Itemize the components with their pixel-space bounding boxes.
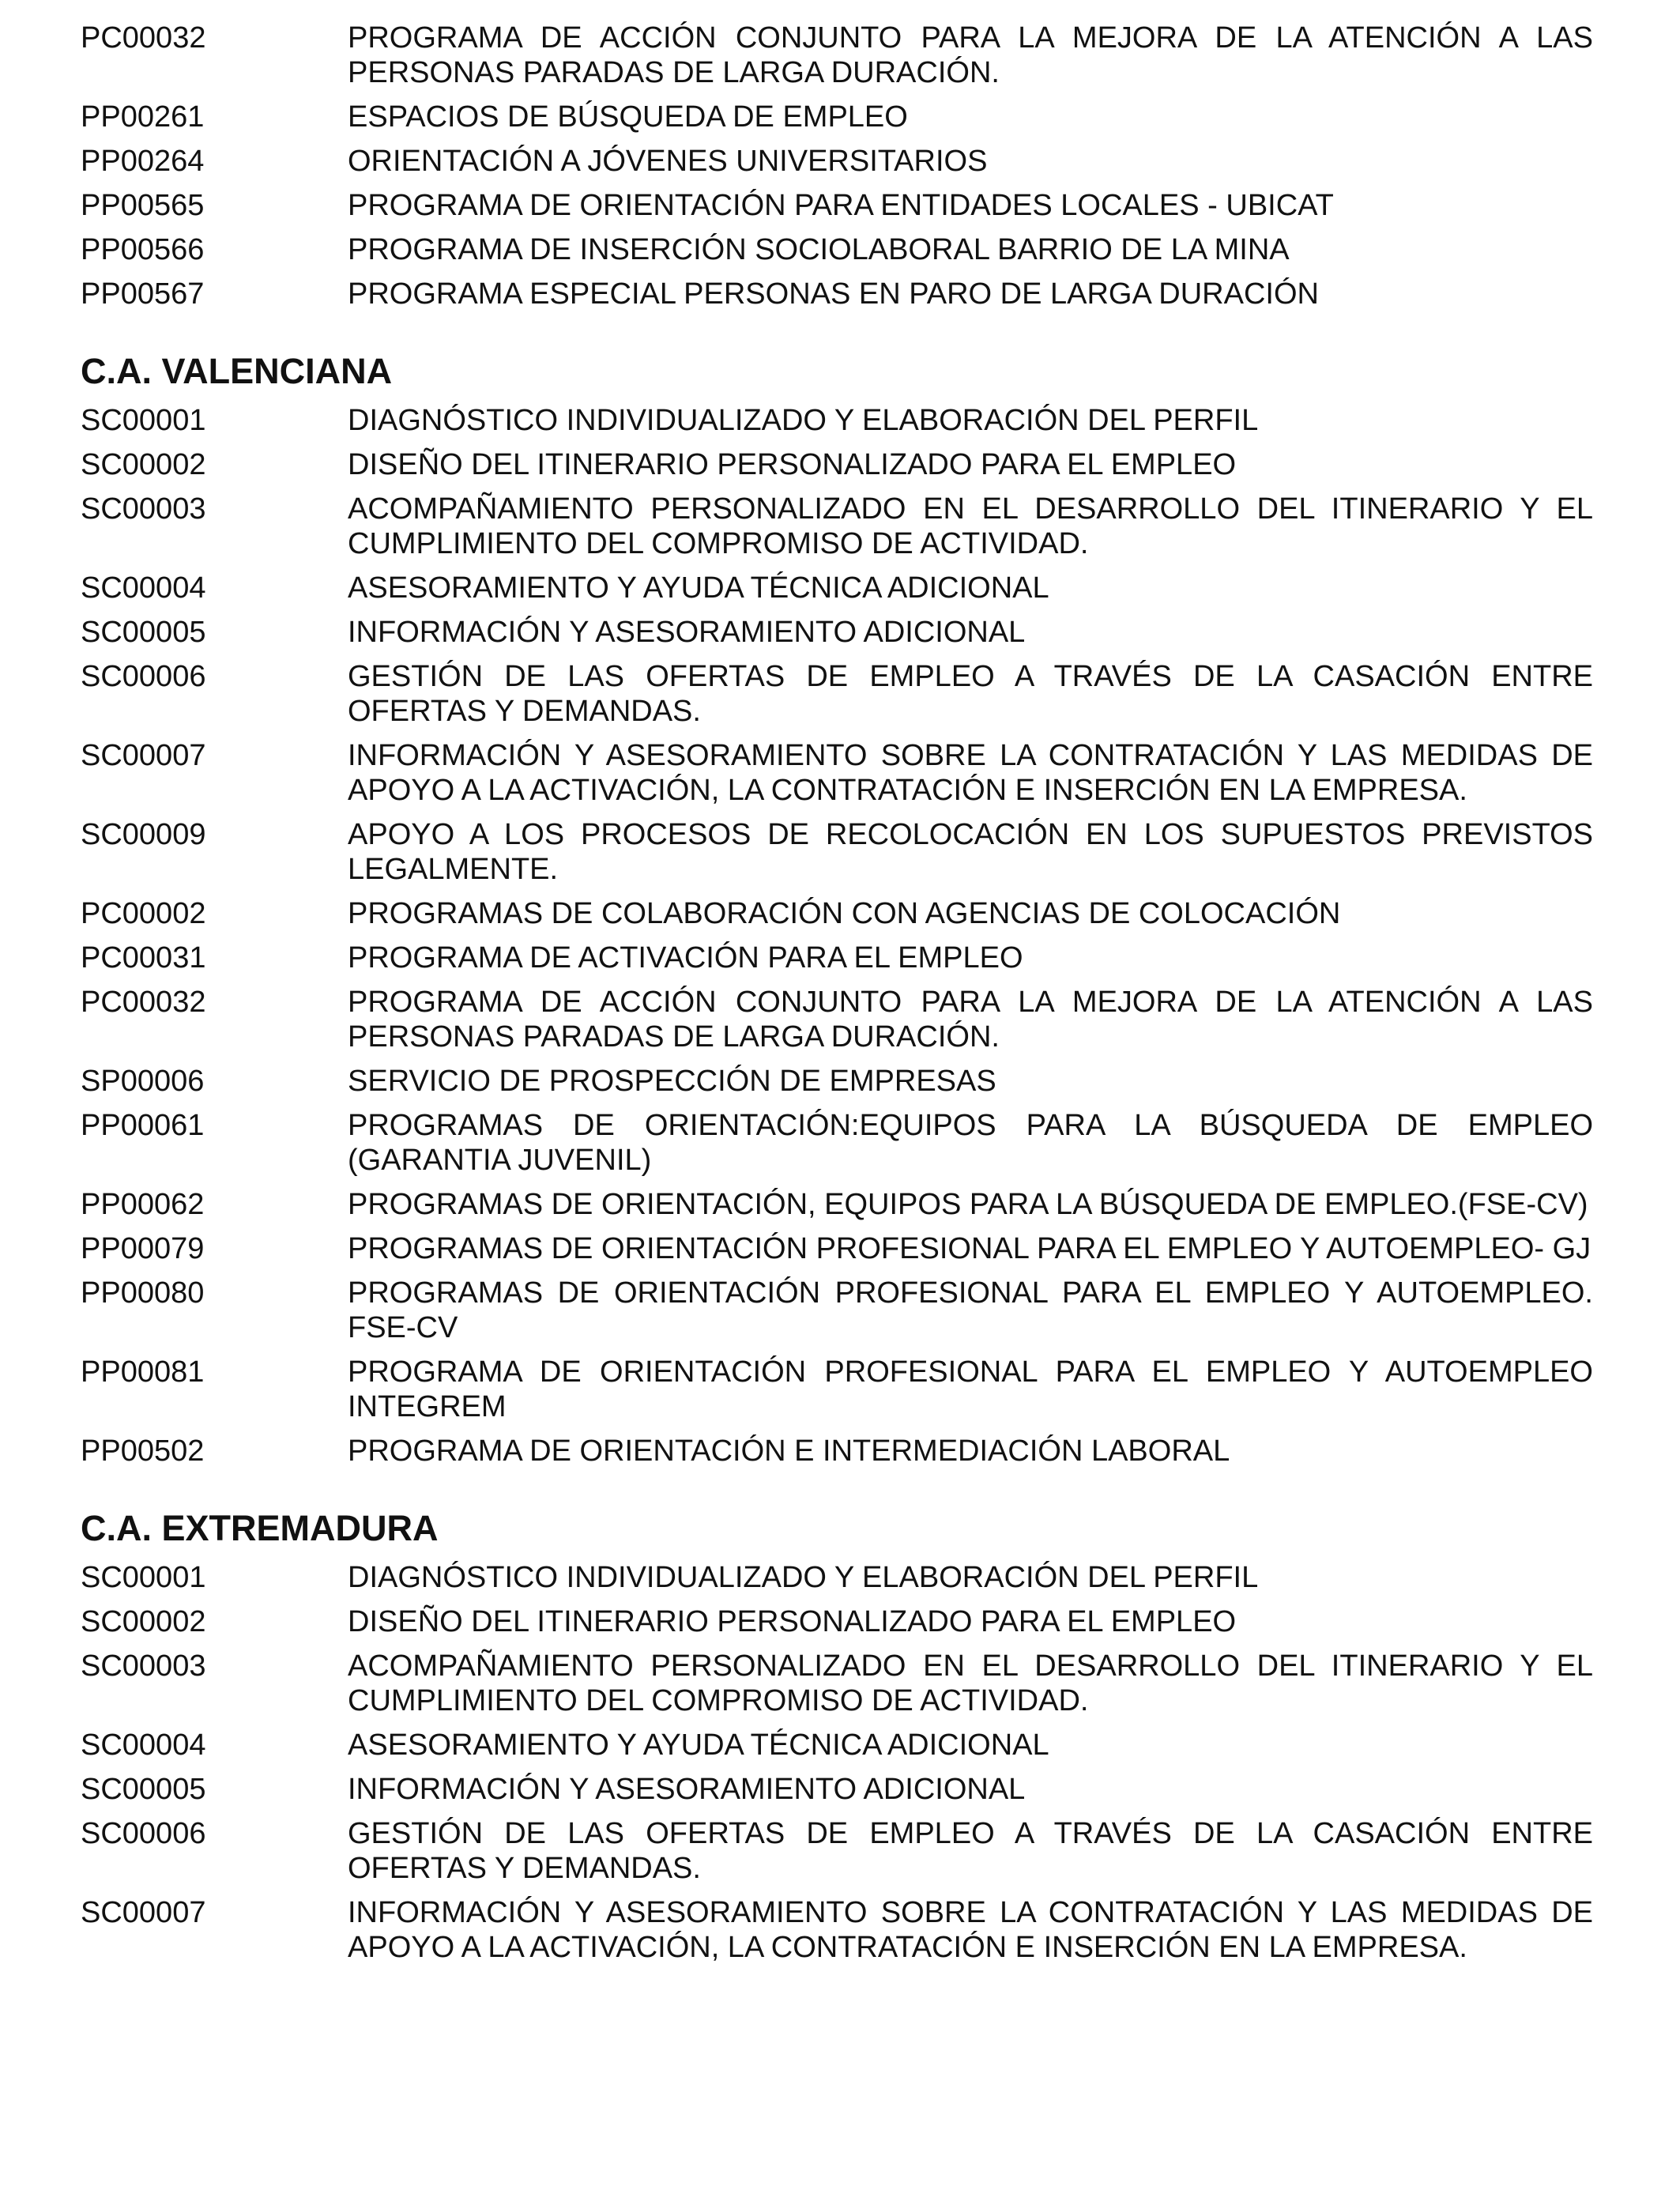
section [81,349,1593,1468]
program-code: SC00003 [81,492,206,526]
program-code: SC00002 [81,1605,206,1638]
program-description: PROGRAMAS DE COLABORACIÓN CON AGENCIAS DE COLOCACIÓN [348,897,1341,930]
program-description: ACOMPAÑAMIENTO PERSONALIZADO EN EL DESARROLLO DEL ITINERARIO Y EL CUMPLIMIENTO DEL COMPROMISO DE ACTIVIDAD. [348,1649,1593,1717]
program-description: PROGRAMAS DE ORIENTACIÓN PROFESIONAL PARA EL EMPLEO Y AUTOEMPLEO. FSE-CV [348,1276,1593,1344]
program-description: PROGRAMAS DE ORIENTACIÓN, EQUIPOS PARA LA BÚSQUEDA DE EMPLEO.(FSE-CV) [348,1188,1588,1221]
program-code: SC00001 [81,404,206,437]
program-row [81,1355,1593,1424]
program-row [81,896,1593,931]
program-code: SC00005 [81,616,206,649]
program-code: PC00002 [81,897,206,930]
program-row [81,1772,1593,1807]
program-row [81,1816,1593,1886]
program-code: SC00005 [81,1773,206,1806]
program-row [81,492,1593,561]
program-description: ESPACIOS DE BÚSQUEDA DE EMPLEO [348,100,908,134]
program-row [81,21,1593,90]
program-code: PC00032 [81,986,206,1019]
program-row [81,1560,1593,1595]
section-heading: C.A. VALENCIANA [81,351,393,391]
program-description: GESTIÓN DE LAS OFERTAS DE EMPLEO A TRAVÉS DE LA CASACIÓN ENTRE OFERTAS Y DEMANDAS. [348,1817,1593,1885]
program-row [81,277,1593,311]
program-row [81,659,1593,729]
program-description: DISEÑO DEL ITINERARIO PERSONALIZADO PARA EL EMPLEO [348,1605,1237,1638]
program-row [81,144,1593,179]
program-description: INFORMACIÓN Y ASESORAMIENTO SOBRE LA CONTRATACIÓN Y LAS MEDIDAS DE APOYO A LA ACTIVACIÓN, LA CONTRATACIÓN E INSERCIÓN EN LA EMPRESA. [348,739,1593,807]
program-code: PP00079 [81,1232,205,1265]
document-page [81,21,1593,1974]
program-description: ORIENTACIÓN A JÓVENES UNIVERSITARIOS [348,145,988,178]
program-code: SC00004 [81,571,206,605]
program-row [81,1231,1593,1266]
program-description: DIAGNÓSTICO INDIVIDUALIZADO Y ELABORACIÓN DEL PERFIL [348,1561,1259,1594]
program-row [81,188,1593,223]
section [81,1506,1593,1965]
program-description: INFORMACIÓN Y ASESORAMIENTO SOBRE LA CONTRATACIÓN Y LAS MEDIDAS DE APOYO A LA ACTIVACIÓN, LA CONTRATACIÓN E INSERCIÓN EN LA EMPRESA. [348,1896,1593,1964]
program-row [81,447,1593,482]
program-code: PP00080 [81,1276,205,1310]
program-row [81,1276,1593,1345]
program-code: SC00007 [81,1896,206,1929]
program-row [81,571,1593,605]
program-code: SC00009 [81,818,206,851]
program-code: PP00566 [81,233,205,266]
program-code: SC00006 [81,1817,206,1850]
program-row [81,1895,1593,1965]
program-row [81,232,1593,267]
program-description: PROGRAMA DE ACCIÓN CONJUNTO PARA LA MEJORA DE LA ATENCIÓN A LAS PERSONAS PARADAS DE LARGA DURACIÓN. [348,21,1593,89]
program-description: ACOMPAÑAMIENTO PERSONALIZADO EN EL DESARROLLO DEL ITINERARIO Y EL CUMPLIMIENTO DEL COMPROMISO DE ACTIVIDAD. [348,492,1593,560]
program-row [81,1434,1593,1468]
program-code: PP00567 [81,277,205,311]
program-description: ASESORAMIENTO Y AYUDA TÉCNICA ADICIONAL [348,571,1049,605]
program-row [81,738,1593,808]
program-code: SC00007 [81,739,206,772]
program-description: DIAGNÓSTICO INDIVIDUALIZADO Y ELABORACIÓN DEL PERFIL [348,404,1259,437]
program-description: PROGRAMA DE ACTIVACIÓN PARA EL EMPLEO [348,941,1023,974]
program-code: PP00565 [81,189,205,222]
program-row [81,1064,1593,1099]
program-code: SC00002 [81,448,206,481]
program-row [81,1728,1593,1762]
program-row [81,1187,1593,1222]
sections-container [81,21,1593,1965]
program-code: SC00001 [81,1561,206,1594]
program-row [81,100,1593,134]
program-description: DISEÑO DEL ITINERARIO PERSONALIZADO PARA EL EMPLEO [348,448,1237,481]
program-description: PROGRAMA DE ORIENTACIÓN PARA ENTIDADES LOCALES - UBICAT [348,189,1334,222]
program-description: PROGRAMA DE ORIENTACIÓN PROFESIONAL PARA EL EMPLEO Y AUTOEMPLEO INTEGREM [348,1355,1593,1423]
program-description: INFORMACIÓN Y ASESORAMIENTO ADICIONAL [348,616,1026,649]
program-code: PP00081 [81,1355,205,1389]
program-row [81,1604,1593,1639]
program-code: PP00062 [81,1188,205,1221]
program-description: GESTIÓN DE LAS OFERTAS DE EMPLEO A TRAVÉS DE LA CASACIÓN ENTRE OFERTAS Y DEMANDAS. [348,660,1593,728]
program-description: APOYO A LOS PROCESOS DE RECOLOCACIÓN EN LOS SUPUESTOS PREVISTOS LEGALMENTE. [348,818,1593,886]
program-code: SP00006 [81,1065,205,1098]
program-row [81,985,1593,1054]
program-code: SC00006 [81,660,206,693]
program-description: SERVICIO DE PROSPECCIÓN DE EMPRESAS [348,1065,996,1098]
program-row [81,817,1593,887]
program-description: PROGRAMAS DE ORIENTACIÓN:EQUIPOS PARA LA BÚSQUEDA DE EMPLEO (GARANTIA JUVENIL) [348,1109,1593,1177]
program-code: PC00031 [81,941,206,974]
program-description: INFORMACIÓN Y ASESORAMIENTO ADICIONAL [348,1773,1026,1806]
program-description: ASESORAMIENTO Y AYUDA TÉCNICA ADICIONAL [348,1728,1049,1762]
program-code: SC00004 [81,1728,206,1762]
section [81,21,1593,311]
program-code: PP00502 [81,1434,205,1468]
program-code: PP00061 [81,1109,205,1142]
program-description: PROGRAMA DE ACCIÓN CONJUNTO PARA LA MEJORA DE LA ATENCIÓN A LAS PERSONAS PARADAS DE LARGA DURACIÓN. [348,986,1593,1054]
program-code: PP00264 [81,145,205,178]
program-row [81,403,1593,438]
program-description: PROGRAMA DE INSERCIÓN SOCIOLABORAL BARRIO DE LA MINA [348,233,1290,266]
program-description: PROGRAMA DE ORIENTACIÓN E INTERMEDIACIÓN LABORAL [348,1434,1230,1468]
program-code: SC00003 [81,1649,206,1683]
program-row [81,1108,1593,1178]
program-row [81,941,1593,975]
program-code: PC00032 [81,21,206,55]
section-heading: C.A. EXTREMADURA [81,1508,439,1548]
program-description: PROGRAMAS DE ORIENTACIÓN PROFESIONAL PARA EL EMPLEO Y AUTOEMPLEO- GJ [348,1232,1591,1265]
program-description: PROGRAMA ESPECIAL PERSONAS EN PARO DE LARGA DURACIÓN [348,277,1319,311]
program-code: PP00261 [81,100,205,134]
program-row [81,615,1593,650]
program-row [81,1649,1593,1718]
